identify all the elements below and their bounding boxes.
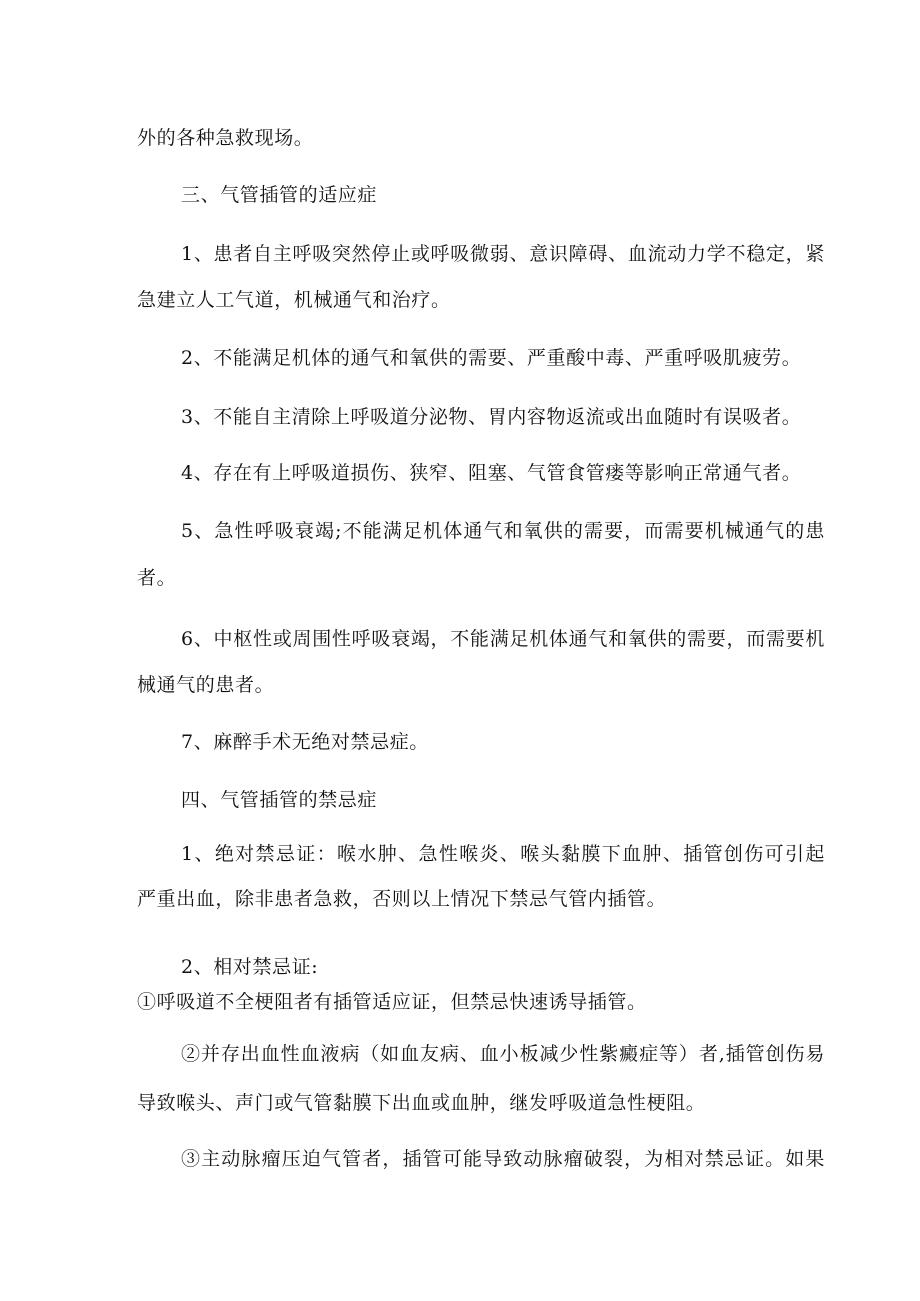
paragraph-line: 4、存在有上呼吸道损伤、狭窄、阻塞、气管食管瘘等影响正常通气者。: [181, 462, 802, 484]
section-heading: 四、气管插管的禁忌症: [181, 789, 378, 811]
paragraph-line: ②并存出血性血液病（如血友病、血小板减少性紫癜症等）者,插管创伤易: [181, 1043, 825, 1065]
paragraph-line: 7、麻醉手术无绝对禁忌症。: [181, 731, 429, 753]
paragraph-line: 2、不能满足机体的通气和氧供的需要、严重酸中毒、严重呼吸肌疲劳。: [181, 347, 802, 369]
paragraph-line: 2、相对禁忌证:: [181, 956, 319, 978]
paragraph-line: ③主动脉瘤压迫气管者，插管可能导致动脉瘤破裂，为相对禁忌证。如果: [181, 1148, 825, 1170]
paragraph-line: 者。: [137, 567, 177, 589]
paragraph-line: 1、绝对禁忌证：喉水肿、急性喉炎、喉头黏膜下血肿、插管创伤可引起: [181, 843, 825, 865]
paragraph-line: 5、急性呼吸衰竭;不能满足机体通气和氧供的需要，而需要机械通气的患: [181, 520, 825, 542]
paragraph-line: 6、中枢性或周围性呼吸衰竭，不能满足机体通气和氧供的需要，而需要机: [181, 628, 825, 650]
paragraph-line: ①呼吸道不全梗阻者有插管适应证，但禁忌快速诱导插管。: [137, 991, 647, 1013]
paragraph-line: 严重出血，除非患者急救，否则以上情况下禁忌气管内插管。: [137, 888, 667, 910]
section-heading: 三、气管插管的适应症: [181, 184, 378, 206]
paragraph-line: 械通气的患者。: [137, 674, 275, 696]
paragraph-line: 外的各种急救现场。: [137, 127, 314, 149]
paragraph-line: 1、患者自主呼吸突然停止或呼吸微弱、意识障碍、血流动力学不稳定，紧: [181, 243, 825, 265]
paragraph-line: 急建立人工气道，机械通气和治疗。: [137, 289, 451, 311]
paragraph-line: 导致喉头、声门或气管黏膜下出血或血肿，继发呼吸道急性梗阻。: [137, 1092, 706, 1114]
paragraph-line: 3、不能自主清除上呼吸道分泌物、胃内容物返流或出血随时有误吸者。: [181, 406, 802, 428]
